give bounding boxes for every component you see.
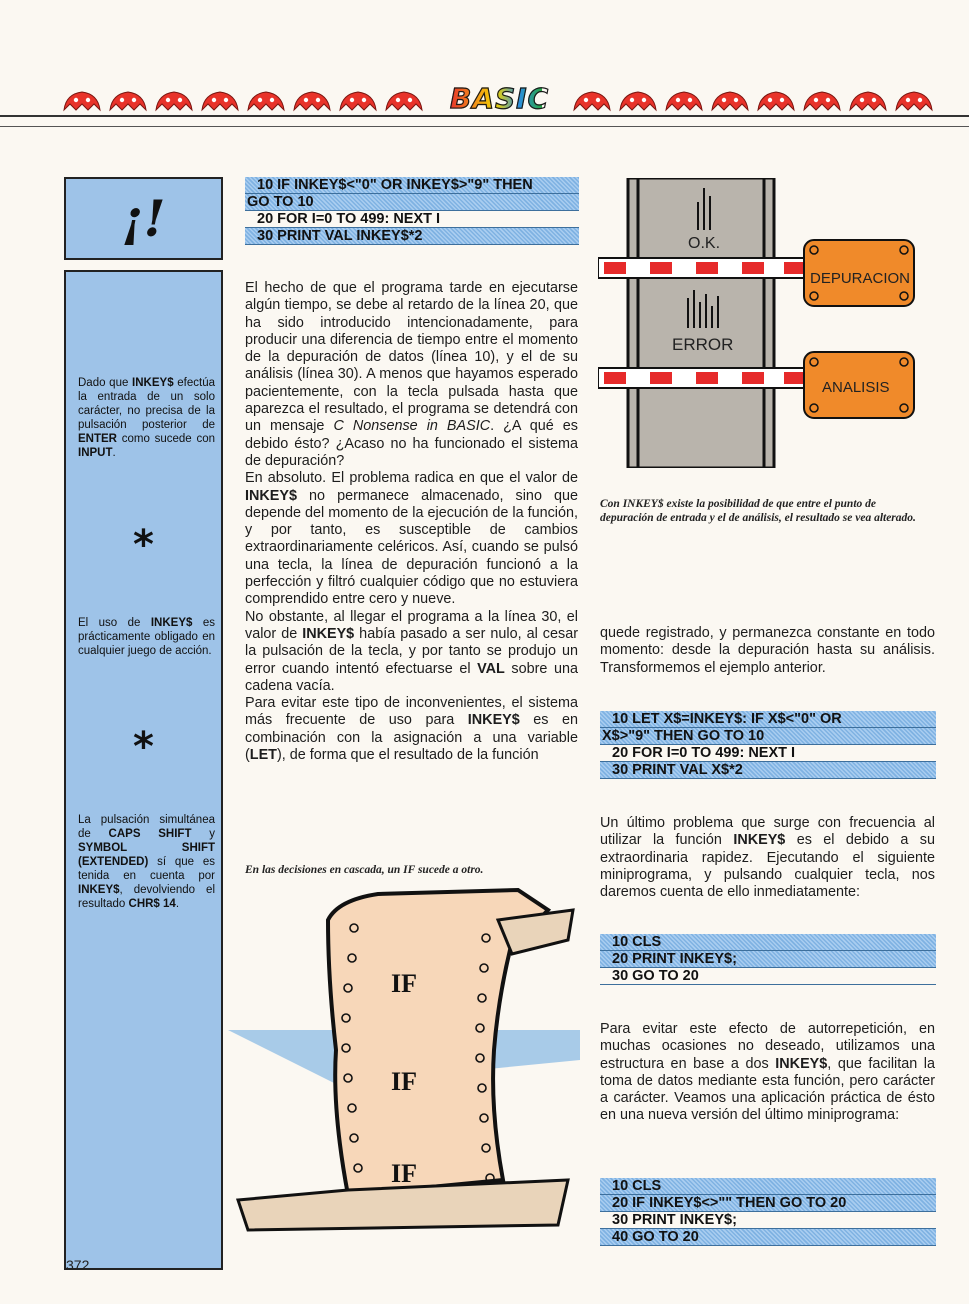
invader-eye [212, 98, 216, 102]
invader-eye [734, 98, 738, 102]
code-listing-3 [600, 934, 936, 985]
if-cascade-illustration [228, 880, 580, 1240]
invader-eye [642, 98, 646, 102]
invader-eye [304, 98, 308, 102]
caption-cascade: En las decisiones en cascada, un IF sucede a otro. [245, 864, 484, 876]
code-line: 30 PRINT INKEY$; [600, 1212, 936, 1229]
code-line: 30 GO TO 20 [600, 968, 936, 985]
invader-eye [362, 98, 366, 102]
invader-eye [396, 98, 400, 102]
invader-eye [178, 98, 182, 102]
invader-icon [294, 92, 330, 110]
invader-eye [584, 98, 588, 102]
body-text-column-3b: Un último problema que surge con frecuencia al utilizar la función INKEY$ es el debido a su extraordinaria rapidez. Ejecutando el siguiente miniprograma, y pulsando cualquier tecla, nos daremos cuenta de ello inmediatamente: [600, 815, 936, 901]
invader-eye [860, 98, 864, 102]
exclamation-mark: ¡! [121, 189, 166, 248]
barrier-1 [598, 258, 808, 278]
invader-icon [712, 92, 748, 110]
code-listing-4 [600, 1178, 936, 1246]
invader-eye [74, 98, 78, 102]
invader-eye [270, 98, 274, 102]
invader-eye [872, 98, 876, 102]
invader-eye [722, 98, 726, 102]
body-text-column-3c: Para evitar este efecto de autorrepetición, en muchas ocasiones no deseado, utilizamos una estructura en base a dos INKEY$, que facilitan la toma de datos mediante esta función, pero carácter a carácter. Veamos una aplicación práctica de ésto en una nueva versión del último miniprograma: [600, 1021, 935, 1124]
body-text-column-2 [245, 280, 578, 764]
invader-eye [316, 98, 320, 102]
basic-logo: BASIC [450, 82, 550, 115]
asterisk-icon: * [133, 522, 154, 568]
invader-eye [132, 98, 136, 102]
header-rule [0, 115, 969, 117]
paragraph: Para evitar este tipo de inconvenientes, el sistema más frecuente de uso para INKEY$ es en combinación con la asignación a una variable (LET), de forma que el resultado de la función [245, 695, 578, 764]
caption-gate: Con INKEY$ existe la posibilidad de que entre el punto de depuración de entrada y el de análisis, el resultado se vea alterado. [600, 498, 916, 524]
invader-row-left [58, 88, 438, 114]
sidebar-note-3: La pulsación simultánea de CAPS SHIFT y SYMBOL SHIFT (EXTENDED) sí que es tenida en cuenta por INKEY$, devolviendo el resultado CHR$ 14. [78, 814, 215, 910]
code-line: 10 CLS [600, 934, 936, 951]
invader-icon [248, 92, 284, 110]
code-listing-1 [245, 177, 579, 245]
ok-label: O.K. [688, 235, 721, 252]
invader-eye [166, 98, 170, 102]
invader-icon [110, 92, 146, 110]
invader-eye [814, 98, 818, 102]
invader-eye [120, 98, 124, 102]
asterisk-icon: * [133, 724, 154, 770]
invader-icon [758, 92, 794, 110]
invader-eye [768, 98, 772, 102]
code-line: 30 PRINT VAL X$*2 [600, 762, 936, 779]
code-line: 10 CLS [600, 1178, 936, 1195]
invader-eye [258, 98, 262, 102]
invader-icon [574, 92, 610, 110]
invader-eye [826, 98, 830, 102]
invader-eye [630, 98, 634, 102]
code-line: 20 PRINT INKEY$; [600, 951, 936, 968]
invader-eye [676, 98, 680, 102]
invader-icon [666, 92, 702, 110]
invader-icon [896, 92, 932, 110]
page-number: 372 [66, 1257, 90, 1273]
invader-eye [350, 98, 354, 102]
paragraph: No obstante, al llegar el programa a la línea 30, el valor de INKEY$ había pasado a ser nulo, al cesar la pulsación de la tecla, y por tanto se produjo un error cuando intentó efectuarse el VAL sobre una cadena vacía. [245, 608, 578, 694]
invader-eye [408, 98, 412, 102]
invader-icon [804, 92, 840, 110]
invader-eye [596, 98, 600, 102]
code-line: 20 FOR I=0 TO 499: NEXT I [600, 745, 936, 762]
paragraph: El hecho de que el programa tarde en ejecutarse algún tiempo, se debe al retardo de la línea 20, que ha sido introducido intencionadamente, para producir una diferencia de tiempo entre el momento de la depuración de datos (línea 10), y el de su análisis (línea 30). A menos que hayamos esperado pacientemente, con la tecla pulsada hasta que aparezca el resultado, el programa se detendrá con un mensaje C Nonsense in BASIC. ¿A qué es debido ésto? ¿Acaso no ha funcionado el sistema de depuración? [245, 280, 578, 469]
paragraph: En absoluto. El problema radica en que el valor de INKEY$ no permanece almacenado, sino que depende del momento de la ejecución de la función, y por tanto, es susceptible de cambios extraordinariamente celéricos. Así, cuando se pulsó una tecla, la línea de depuración funcionó a la perfección y filtró cualquier código que no estuviera comprendido entre cero y nueve. [245, 470, 578, 608]
error-label: ERROR [672, 335, 734, 354]
invader-icon [64, 92, 100, 110]
code-line: GO TO 10 [245, 194, 579, 211]
invader-eye [906, 98, 910, 102]
code-line: 10 LET X$=INKEY$: IF X$<"0" OR [600, 711, 936, 728]
gate-illustration [598, 178, 938, 468]
shadow-shape [228, 1030, 348, 1090]
sidebar-note-2: El uso de INKEY$ es prácticamente obligado en cualquier juego de acción. [78, 617, 215, 657]
if-label: IF [391, 969, 417, 998]
header-rule-thin [0, 126, 969, 127]
code-line: 20 FOR I=0 TO 499: NEXT I [245, 211, 579, 228]
invader-icon [850, 92, 886, 110]
invader-icon [340, 92, 376, 110]
invader-icon [202, 92, 238, 110]
sidebar-notes [64, 270, 223, 1270]
code-line: 10 IF INKEY$<"0" OR INKEY$>"9" THEN [245, 177, 579, 194]
if-label: IF [391, 1159, 417, 1188]
invader-eye [688, 98, 692, 102]
body-text-column-3a: quede registrado, y permanezca constante en todo momento: desde la depuración hasta su análisis. Transformemos el ejemplo anterior. [600, 625, 935, 676]
invader-icon [156, 92, 192, 110]
sidebar-note-1: Dado que INKEY$ efectúa la entrada de un solo carácter, no precisa de la pulsación posterior de ENTER como sucede con INPUT. [78, 377, 215, 459]
code-line: 40 GO TO 20 [600, 1229, 936, 1246]
barrier-2 [598, 368, 808, 388]
invader-icon [620, 92, 656, 110]
page-header [0, 78, 969, 134]
invader-eye [86, 98, 90, 102]
code-line: 20 IF INKEY$<>"" THEN GO TO 20 [600, 1195, 936, 1212]
analisis-label: ANALISIS [822, 379, 890, 396]
depuracion-label: DEPURACION [810, 270, 911, 287]
invader-eye [918, 98, 922, 102]
invader-icon [386, 92, 422, 110]
if-label: IF [391, 1067, 417, 1096]
exclamation-box [64, 177, 223, 260]
code-line: 30 PRINT VAL INKEY$*2 [245, 228, 579, 245]
invader-eye [224, 98, 228, 102]
code-listing-2 [600, 711, 936, 779]
invader-eye [780, 98, 784, 102]
code-line: X$>"9" THEN GO TO 10 [600, 728, 936, 745]
invader-row-right [568, 88, 948, 114]
